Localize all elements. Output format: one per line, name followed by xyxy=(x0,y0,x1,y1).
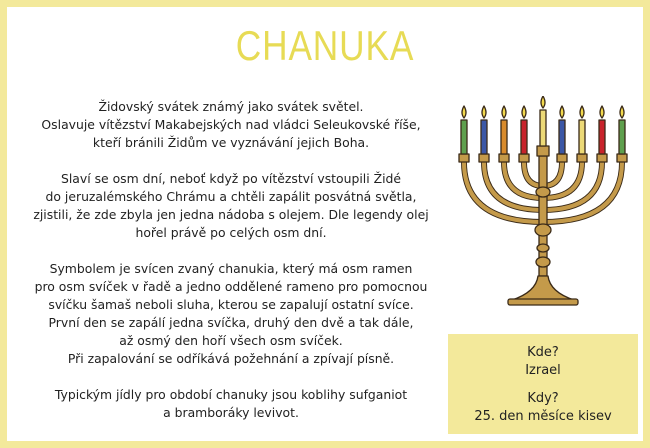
article-body xyxy=(22,98,440,440)
menorah-icon xyxy=(452,96,634,314)
where-value: Izrael xyxy=(525,363,561,378)
text-line: Symbolem je svícen zvaný chanukia, který má osm ramen xyxy=(49,261,413,276)
text-line: Typickým jídly pro období chanuky jsou koblihy sufganiot xyxy=(54,387,408,402)
text-line: hořel právě po celých osm dní. xyxy=(135,225,327,240)
paragraph-2 xyxy=(22,170,440,242)
where-block xyxy=(448,344,638,380)
when-value: 25. den měsíce kisev xyxy=(474,409,612,424)
info-box xyxy=(448,334,638,434)
text-line: Oslavuje vítězství Makabejských nad vládci Seleukovské říše, xyxy=(41,117,421,132)
text-line: svíčku šamaš neboli sluha, kterou se zapalují ostatní svíce. xyxy=(48,297,414,312)
text-line: a bramboráky levivot. xyxy=(163,405,299,420)
text-line: Slaví se osm dní, neboť když po vítězství vstoupili Židé xyxy=(60,171,402,186)
text-line: do jeruzalémského Chrámu a chtěli zapálit posvátná světla, xyxy=(45,189,417,204)
text-line: zjistili, že zde zbyla jen jedna nádoba s olejem. Dle legendy olej xyxy=(33,207,429,222)
page-title: CHANUKA xyxy=(235,22,415,69)
text-line: Židovský svátek známý jako svátek světel. xyxy=(98,99,364,114)
text-line: až osmý den hoří všech osm svíček. xyxy=(119,333,343,348)
when-block xyxy=(448,390,638,426)
text-line: Při zapalování se odříkává požehnání a zpívají písně. xyxy=(67,351,395,366)
paragraph-1 xyxy=(22,98,440,152)
paragraph-3 xyxy=(22,260,440,368)
text-line: První den se zapálí jedna svíčka, druhý den dvě a tak dále, xyxy=(48,315,414,330)
text-line: kteří bránili Židům ve vyznávání jejich Boha. xyxy=(92,135,370,150)
when-label: Kdy? xyxy=(527,391,559,406)
text-line: pro osm svíček v řadě a jedno oddělené rameno pro pomocnou xyxy=(34,279,428,294)
where-label: Kde? xyxy=(527,345,559,360)
paragraph-4 xyxy=(22,386,440,422)
